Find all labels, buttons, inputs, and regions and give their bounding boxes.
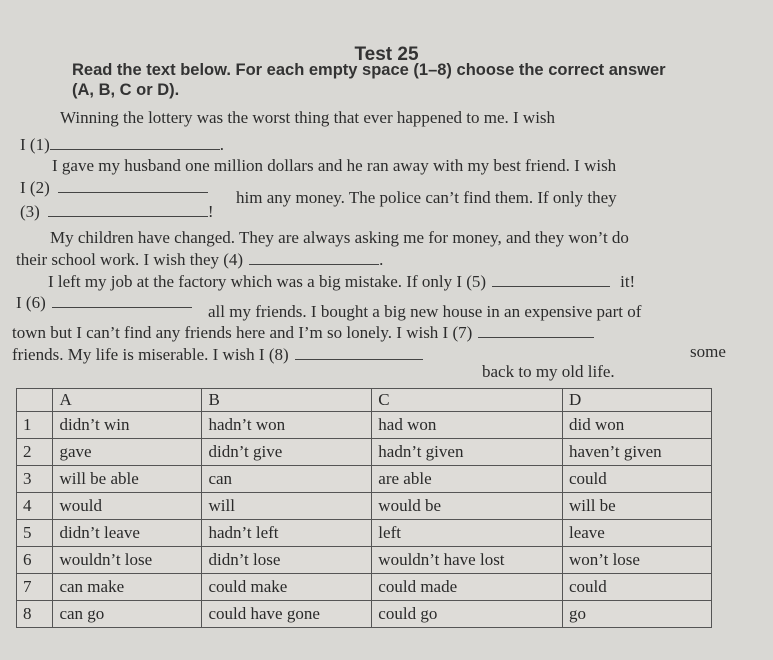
punctuation: it!	[620, 272, 636, 291]
gap-label-3: (3)	[20, 202, 40, 221]
table-row	[17, 520, 712, 547]
option-d: haven’t given	[562, 439, 711, 466]
gap-8-blank	[295, 345, 423, 360]
passage-line	[20, 135, 224, 155]
punctuation: .	[219, 135, 224, 154]
option-d: leave	[562, 520, 711, 547]
table-row	[17, 439, 712, 466]
test-title: Test 25	[354, 44, 419, 65]
gap-6-blank	[52, 293, 192, 308]
gap-label-5: I left my job at the factory which was a big mistake. If only I (5)	[48, 272, 487, 291]
passage-line: all my friends. I bought a big new house in an expensive part of	[208, 302, 642, 321]
passage-line	[16, 250, 383, 270]
table-header-cell: D	[562, 389, 711, 412]
passage-line	[48, 272, 635, 292]
option-c: wouldn’t have lost	[372, 547, 563, 574]
row-number: 2	[17, 439, 53, 466]
option-c: left	[372, 520, 563, 547]
table-row	[17, 466, 712, 493]
gap-label-1: I (1)	[20, 135, 50, 154]
punctuation: .	[379, 250, 384, 269]
option-b: will	[202, 493, 372, 520]
instruction-line-2: (A, B, C or D).	[72, 81, 180, 99]
table-header-cell	[17, 389, 53, 412]
option-b: hadn’t left	[202, 520, 372, 547]
row-number: 7	[17, 574, 53, 601]
option-a: would	[53, 493, 202, 520]
gap-label-6: I (6)	[16, 293, 46, 312]
option-a: can go	[53, 601, 202, 628]
gap-7-blank	[478, 323, 594, 338]
option-b: didn’t lose	[202, 547, 372, 574]
gap-4-blank	[249, 250, 379, 265]
gap-label-7: town but I can’t find any friends here and I’m so lonely. I wish I (7)	[12, 323, 473, 342]
option-b: could have gone	[202, 601, 372, 628]
passage-line: My children have changed. They are always asking me for money, and they won’t do	[50, 228, 629, 247]
option-d: did won	[562, 412, 711, 439]
passage-line	[12, 323, 594, 343]
instruction-line-1: Read the text below. For each empty space (1–8) choose the correct answer	[72, 61, 666, 79]
option-c: could go	[372, 601, 563, 628]
option-c: are able	[372, 466, 563, 493]
row-number: 3	[17, 466, 53, 493]
table-row	[17, 493, 712, 520]
option-d: go	[562, 601, 711, 628]
option-b: can	[202, 466, 372, 493]
option-a: will be able	[53, 466, 202, 493]
row-number: 6	[17, 547, 53, 574]
passage-line	[20, 202, 214, 222]
passage-line: some	[690, 342, 726, 361]
option-d: won’t lose	[562, 547, 711, 574]
option-a: wouldn’t lose	[53, 547, 202, 574]
table-header-cell: A	[53, 389, 202, 412]
option-c: had won	[372, 412, 563, 439]
table-row	[17, 574, 712, 601]
option-c: would be	[372, 493, 563, 520]
row-number: 1	[17, 412, 53, 439]
option-c: hadn’t given	[372, 439, 563, 466]
table-header-cell: C	[372, 389, 563, 412]
option-a: gave	[53, 439, 202, 466]
gap-label-4: their school work. I wish they (4)	[16, 250, 244, 269]
row-number: 8	[17, 601, 53, 628]
passage-line: I gave my husband one million dollars and he ran away with my best friend. I wish	[52, 156, 617, 175]
table-row	[17, 601, 712, 628]
gap-2-blank	[58, 178, 208, 193]
gap-5-blank	[492, 272, 610, 287]
table-header-cell: B	[202, 389, 372, 412]
option-a: didn’t win	[53, 412, 202, 439]
punctuation: !	[207, 202, 214, 221]
passage-line	[16, 293, 192, 313]
option-d: could	[562, 466, 711, 493]
option-b: hadn’t won	[202, 412, 372, 439]
option-a: can make	[53, 574, 202, 601]
passage-line: Winning the lottery was the worst thing that ever happened to me. I wish	[60, 108, 556, 127]
passage-line	[12, 345, 423, 365]
table-row	[17, 547, 712, 574]
option-b: didn’t give	[202, 439, 372, 466]
option-c: could made	[372, 574, 563, 601]
option-d: will be	[562, 493, 711, 520]
table-row	[17, 412, 712, 439]
gap-label-2: I (2)	[20, 178, 50, 197]
gap-1-blank	[50, 135, 220, 150]
option-b: could make	[202, 574, 372, 601]
passage-line: back to my old life.	[482, 362, 615, 381]
passage-line	[20, 178, 208, 198]
gap-label-8: friends. My life is miserable. I wish I (8)	[12, 345, 289, 364]
table-header-row	[17, 389, 712, 412]
answer-options-table	[16, 388, 712, 628]
option-d: could	[562, 574, 711, 601]
row-number: 4	[17, 493, 53, 520]
option-a: didn’t leave	[53, 520, 202, 547]
instructions	[72, 60, 742, 100]
gap-3-blank	[48, 202, 208, 217]
passage-line: him any money. The police can’t find them. If only they	[236, 188, 617, 207]
row-number: 5	[17, 520, 53, 547]
